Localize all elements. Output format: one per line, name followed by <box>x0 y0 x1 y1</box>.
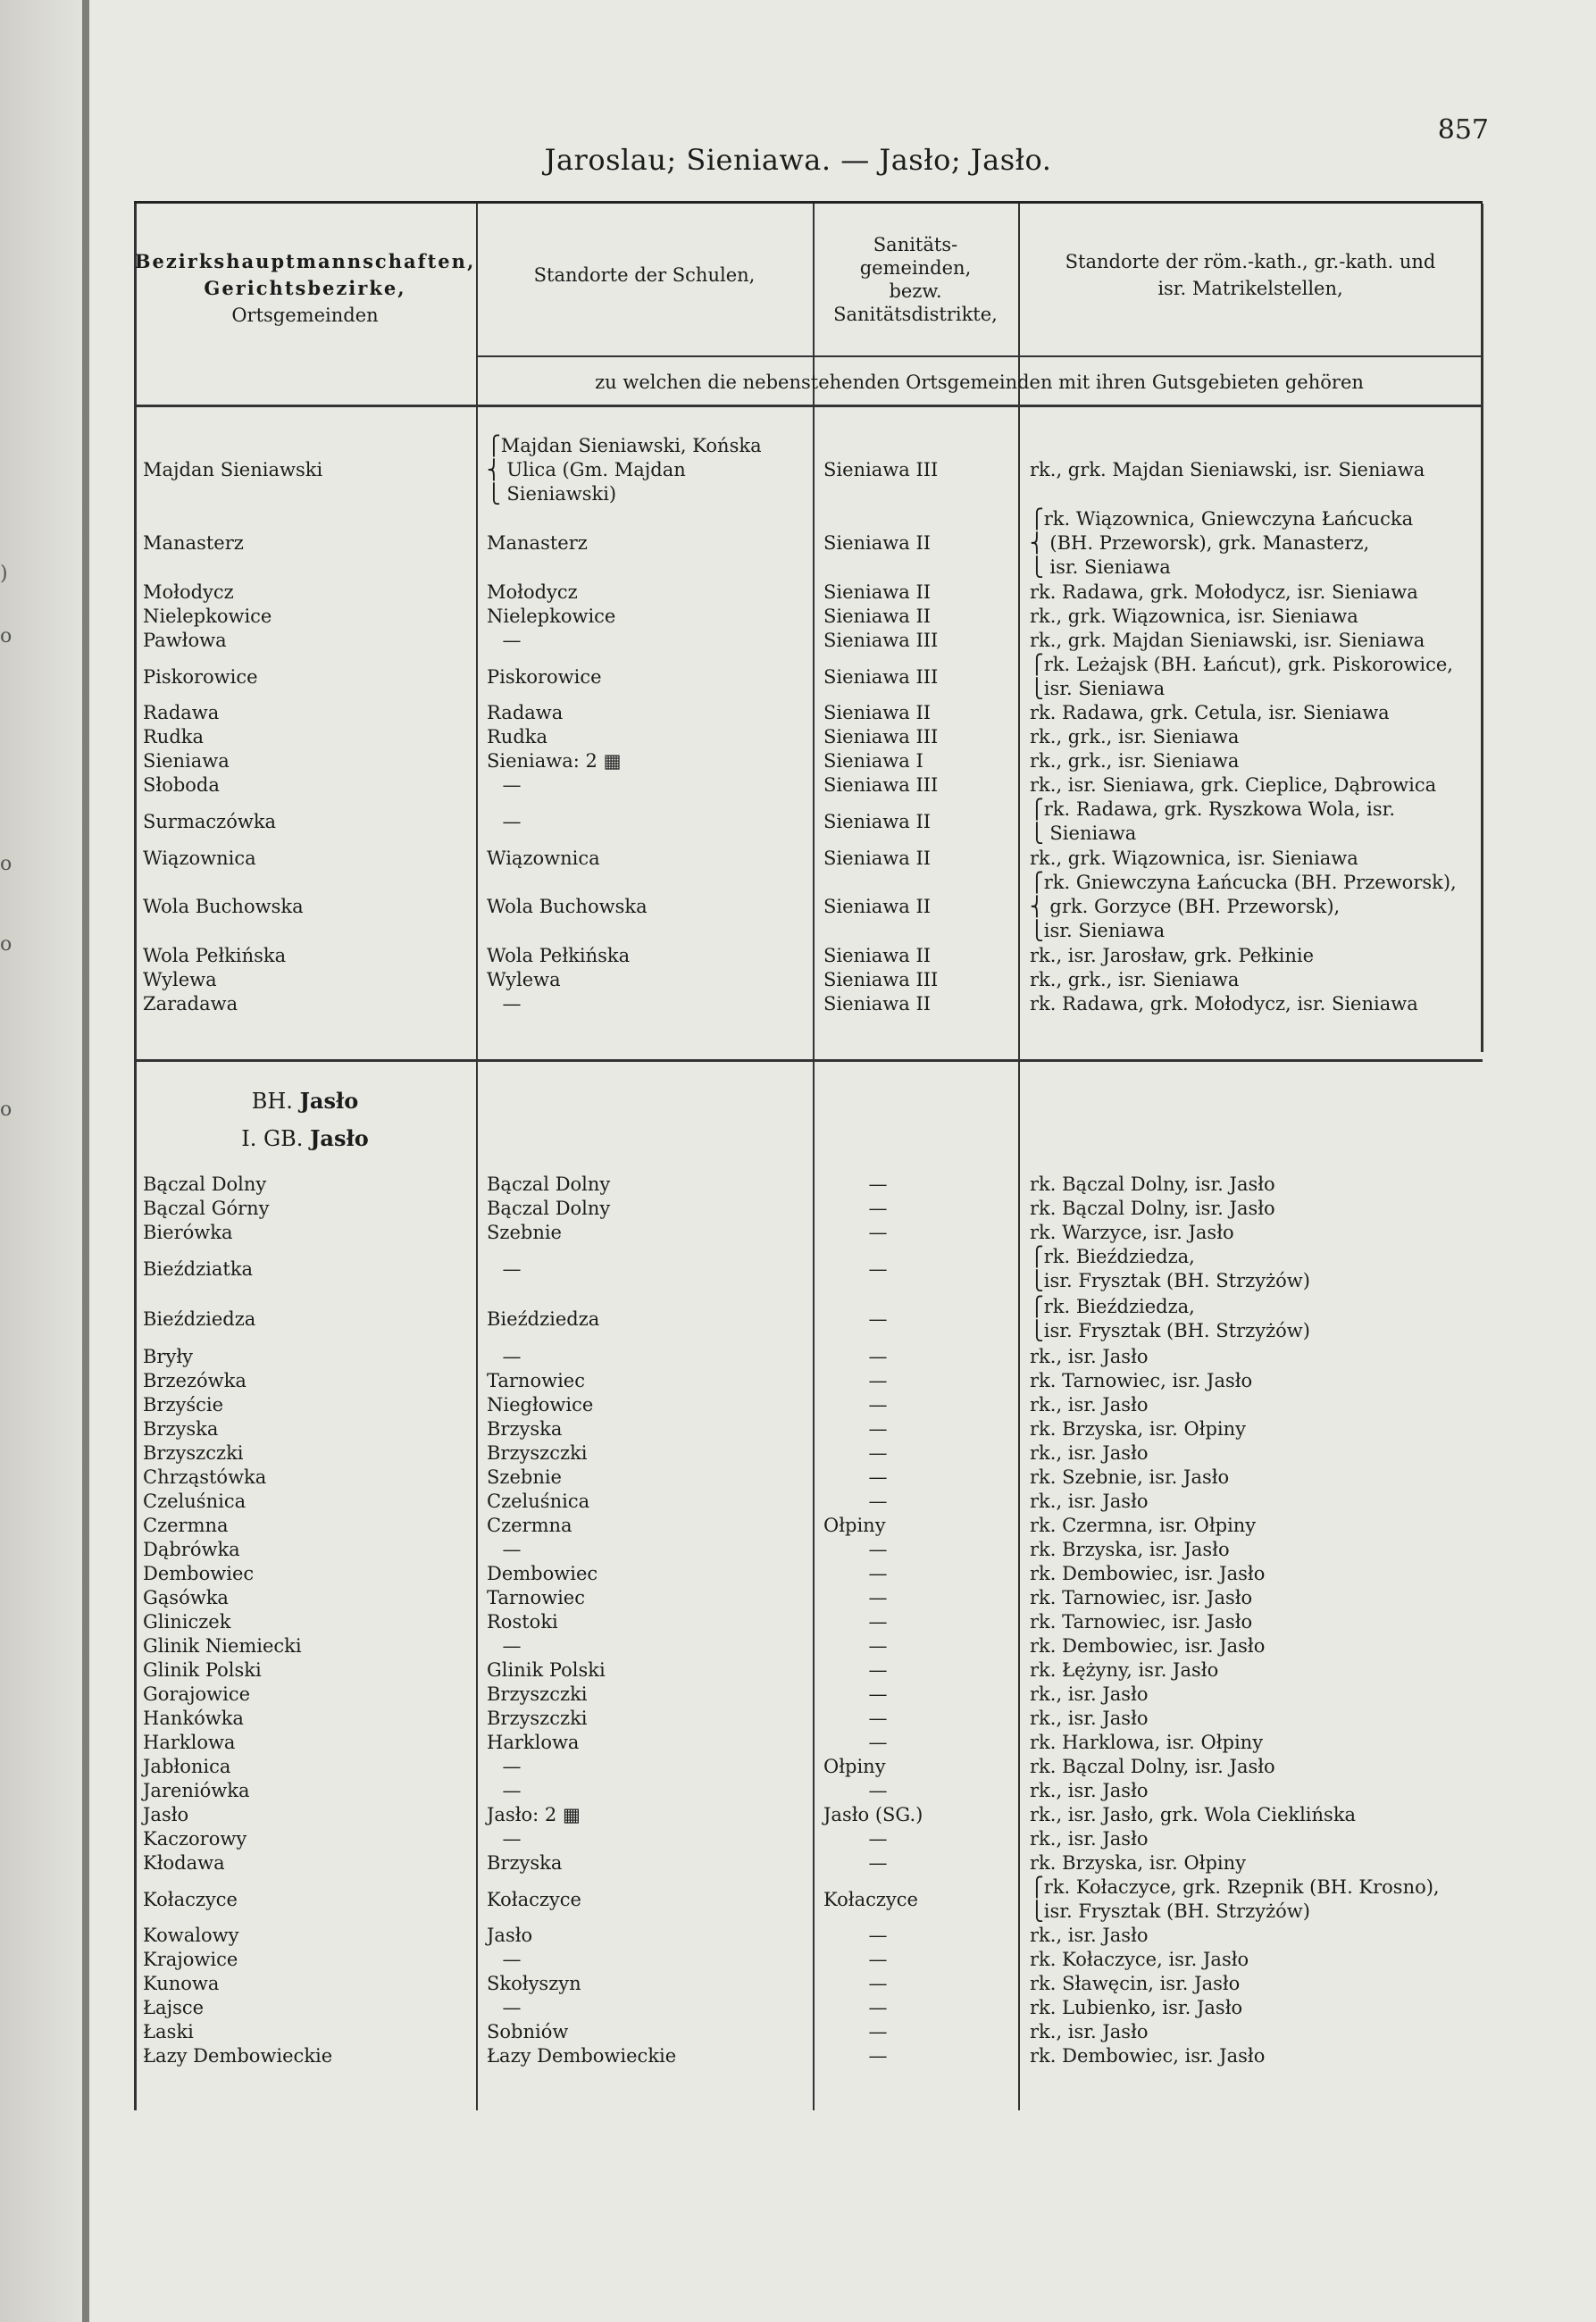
gemeinde-cell: Kowalowy <box>143 1925 239 1946</box>
matrikel-cell: rk., grk., isr. Sieniawa <box>1030 969 1240 990</box>
schule-cell: — <box>502 1258 522 1280</box>
gemeinde-cell: Wiązownica <box>143 848 256 869</box>
matrikel-cell: ⎧rk. Wiązownica, Gniewczyna Łańcucka ⎨ (BH. Przeworsk), grk. Manasterz, ⎩ isr. Sieniawa <box>1030 508 1414 578</box>
sanitaet-cell: — <box>868 1491 888 1512</box>
matrikel-cell: ⎧rk. Gniewczyna Łańcucka (BH. Przeworsk), ⎨ grk. Gorzyce (BH. Przeworsk), ⎩isr. Sieniawa <box>1030 872 1457 941</box>
schule-cell: Mołodycz <box>487 581 578 603</box>
gemeinde-cell: Jasło <box>143 1804 189 1825</box>
gemeinde-cell: Łaski <box>143 2021 194 2042</box>
sanitaet-cell: — <box>868 1611 888 1633</box>
schule-cell: — <box>502 1635 522 1657</box>
sanitaet-cell: — <box>868 1222 888 1243</box>
matrikel-cell: rk. Bączal Dolny, isr. Jasło <box>1030 1174 1275 1195</box>
matrikel-cell: rk., isr. Jasło <box>1030 1394 1149 1416</box>
matrikel-cell: rk., grk., isr. Sieniawa <box>1030 726 1240 748</box>
column-header-matrikel <box>1018 221 1483 329</box>
matrikel-cell: rk., isr. Jasło <box>1030 2021 1149 2042</box>
table-rule <box>813 204 815 2110</box>
gemeinde-cell: Nielepkowice <box>143 606 272 627</box>
gemeinde-cell: Gąsówka <box>143 1587 229 1608</box>
schule-cell: ⎧Majdan Sieniawski, Końska ⎨ Ulica (Gm. Majdan ⎩ Sieniawski) <box>487 435 762 505</box>
gb-name: Jasło <box>310 1125 369 1151</box>
header-line: Sanitäts- <box>873 234 958 255</box>
schule-cell: — <box>502 1346 522 1367</box>
sanitaet-cell: — <box>868 1258 888 1280</box>
schule-cell: Nielepkowice <box>487 606 616 627</box>
gemeinde-cell: Bieździatka <box>143 1258 254 1280</box>
header-line: gemeinden, <box>859 257 972 279</box>
schule-cell: Bączal Dolny <box>487 1198 611 1219</box>
schule-cell: Szebnie <box>487 1466 562 1488</box>
sanitaet-cell: — <box>868 2021 888 2042</box>
table-rule <box>134 204 137 2110</box>
schule-cell: Radawa <box>487 702 564 723</box>
column-header-sanitaet <box>813 213 1018 347</box>
gb-heading <box>134 1121 476 1157</box>
gemeinde-cell: Kołaczyce <box>143 1889 238 1910</box>
margin-mark: ) <box>0 563 8 585</box>
gemeinde-cell: Łajsce <box>143 1997 205 2018</box>
sanitaet-cell: — <box>868 1394 888 1416</box>
sanitaet-cell: Sieniawa II <box>823 811 932 832</box>
bh-prefix: BH. <box>251 1089 293 1114</box>
schule-cell: — <box>502 1780 522 1801</box>
matrikel-cell: rk. Dembowiec, isr. Jasło <box>1030 1563 1266 1584</box>
sanitaet-cell: Sieniawa III <box>823 630 939 651</box>
sanitaet-cell: — <box>868 1997 888 2018</box>
matrikel-cell: rk., isr. Jasło <box>1030 1828 1149 1850</box>
sanitaet-cell: — <box>868 1973 888 1994</box>
column-header-schulen <box>476 221 813 329</box>
sanitaet-cell: Sieniawa II <box>823 896 932 917</box>
table-rule <box>134 405 1483 407</box>
sanitaet-cell: — <box>868 1732 888 1753</box>
gemeinde-cell: Jareniówka <box>143 1780 250 1801</box>
left-margin-previous-page <box>0 0 89 2322</box>
sanitaet-cell: Sieniawa II <box>823 993 932 1015</box>
matrikel-cell: rk., grk. Wiązownica, isr. Sieniawa <box>1030 848 1358 869</box>
gemeinde-cell: Brzyście <box>143 1394 224 1416</box>
sanitaet-cell: Sieniawa II <box>823 702 932 723</box>
gemeinde-cell: Majdan Sieniawski <box>143 459 323 480</box>
gemeinde-cell: Bieździedza <box>143 1308 256 1330</box>
matrikel-cell: rk. Brzyska, isr. Ołpiny <box>1030 1852 1247 1874</box>
table-rule <box>476 355 1483 357</box>
schule-cell: Rostoki <box>487 1611 558 1633</box>
schule-cell: Rudka <box>487 726 548 748</box>
schule-cell: Jasło: 2 ▦ <box>487 1804 581 1825</box>
margin-mark: o <box>0 933 13 956</box>
gemeinde-cell: Chrząstówka <box>143 1466 267 1488</box>
gemeinde-cell: Dąbrówka <box>143 1539 240 1560</box>
sanitaet-cell: — <box>868 1418 888 1440</box>
schule-cell: Niegłowice <box>487 1394 594 1416</box>
gemeinde-cell: Gliniczek <box>143 1611 231 1633</box>
sanitaet-cell: Sieniawa III <box>823 726 939 748</box>
matrikel-cell: ⎧rk. Bieździedza, ⎩isr. Frysztak (BH. Strzyżów) <box>1030 1296 1310 1341</box>
sanitaet-cell: — <box>868 1949 888 1970</box>
gemeinde-cell: Hankówka <box>143 1708 244 1729</box>
sanitaet-cell: — <box>868 1198 888 1219</box>
schule-cell: Harklowa <box>487 1732 580 1753</box>
matrikel-cell: rk., isr. Jasło <box>1030 1491 1149 1512</box>
schule-cell: Czermna <box>487 1515 572 1536</box>
gemeinde-cell: Bączal Dolny <box>143 1174 267 1195</box>
header-line: isr. Matrikelstellen, <box>1157 278 1343 299</box>
matrikel-cell: rk., isr. Jasło <box>1030 1780 1149 1801</box>
sanitaet-cell: — <box>868 1659 888 1681</box>
schule-cell: Tarnowiec <box>487 1587 585 1608</box>
sanitaet-cell: Sieniawa II <box>823 945 932 966</box>
header-line: bezw. <box>889 280 942 302</box>
gemeinde-cell: Harklowa <box>143 1732 236 1753</box>
sanitaet-cell: — <box>868 1587 888 1608</box>
gemeinde-cell: Wola Buchowska <box>143 896 304 917</box>
schule-cell: Bączal Dolny <box>487 1174 611 1195</box>
matrikel-cell: rk., grk. Majdan Sieniawski, isr. Sieniawa <box>1030 630 1425 651</box>
matrikel-cell: rk. Łężyny, isr. Jasło <box>1030 1659 1219 1681</box>
schule-cell: Kołaczyce <box>487 1889 581 1910</box>
sanitaet-cell: — <box>868 1925 888 1946</box>
schule-cell: Piskorowice <box>487 666 602 688</box>
schule-cell: Łazy Dembowieckie <box>487 2045 677 2067</box>
gemeinde-cell: Gorajowice <box>143 1683 251 1705</box>
table-rule <box>134 1059 1483 1062</box>
header-line: Ortsgemeinden <box>231 305 379 326</box>
schule-cell: — <box>502 1997 522 2018</box>
schule-cell: — <box>502 1539 522 1560</box>
gemeinde-cell: Pawłowa <box>143 630 227 651</box>
schule-cell: Wola Pełkińska <box>487 945 631 966</box>
schule-cell: — <box>502 993 522 1015</box>
sanitaet-cell: Sieniawa II <box>823 581 932 603</box>
schule-cell: Skołyszyn <box>487 1973 581 1994</box>
schule-cell: — <box>502 1828 522 1850</box>
sanitaet-cell: — <box>868 1370 888 1391</box>
matrikel-cell: rk. Brzyska, isr. Jasło <box>1030 1539 1230 1560</box>
sanitaet-cell: — <box>868 1442 888 1464</box>
sanitaet-cell: Ołpiny <box>823 1756 886 1777</box>
header-line: Standorte der röm.-kath., gr.-kath. und <box>1065 251 1436 272</box>
gemeinde-cell: Bączal Górny <box>143 1198 270 1219</box>
sanitaet-cell: Jasło (SG.) <box>823 1804 923 1825</box>
schule-cell: — <box>502 1949 522 1970</box>
gemeinde-cell: Wylewa <box>143 969 217 990</box>
header-line: Gerichtsbezirke, <box>204 277 406 299</box>
schule-cell: Brzyska <box>487 1852 563 1874</box>
gb-prefix: I. GB. <box>241 1126 304 1151</box>
matrikel-cell: ⎧rk. Bieździedza, ⎩isr. Frysztak (BH. Strzyżów) <box>1030 1246 1310 1291</box>
sanitaet-cell: — <box>868 1539 888 1560</box>
sanitaet-cell: — <box>868 1780 888 1801</box>
table-rule <box>1481 204 1483 1052</box>
matrikel-cell: rk. Harklowa, isr. Ołpiny <box>1030 1732 1264 1753</box>
matrikel-cell: rk. Czermna, isr. Ołpiny <box>1030 1515 1257 1536</box>
sanitaet-cell: Sieniawa I <box>823 750 923 772</box>
page-number: 857 <box>1437 114 1489 146</box>
header-line: Sanitätsdistrikte, <box>833 304 998 325</box>
matrikel-cell: rk. Bączal Dolny, isr. Jasło <box>1030 1756 1275 1777</box>
matrikel-cell: rk. Lubienko, isr. Jasło <box>1030 1997 1243 2018</box>
schule-cell: Brzyska <box>487 1418 563 1440</box>
sanitaet-cell: — <box>868 1174 888 1195</box>
gemeinde-cell: Jabłonica <box>143 1756 231 1777</box>
schule-cell: Bieździedza <box>487 1308 600 1330</box>
register-table <box>134 201 1483 2110</box>
gemeinde-cell: Piskorowice <box>143 666 258 688</box>
gemeinde-cell: Brzyszczki <box>143 1442 244 1464</box>
matrikel-cell: rk., isr. Jasło <box>1030 1346 1149 1367</box>
header-line: Standorte der Schulen, <box>533 264 756 286</box>
sanitaet-cell: — <box>868 1828 888 1850</box>
schule-cell: Sieniawa: 2 ▦ <box>487 750 622 772</box>
gemeinde-cell: Czermna <box>143 1515 229 1536</box>
gemeinde-cell: Brzezówka <box>143 1370 247 1391</box>
sanitaet-cell: — <box>868 2045 888 2067</box>
schule-cell: — <box>502 1756 522 1777</box>
matrikel-cell: rk., grk. Majdan Sieniawski, isr. Sieniawa <box>1030 459 1425 480</box>
gemeinde-cell: Mołodycz <box>143 581 234 603</box>
margin-mark: o <box>0 853 13 875</box>
column-subheader: zu welchen die nebenstehenden Ortsgemeinden mit ihren Gutsgebieten gehören <box>595 372 1364 393</box>
schule-cell: — <box>502 774 522 796</box>
matrikel-cell: rk. Szebnie, isr. Jasło <box>1030 1466 1230 1488</box>
gemeinde-cell: Rudka <box>143 726 205 748</box>
schule-cell: Brzyszczki <box>487 1708 588 1729</box>
matrikel-cell: rk., grk., isr. Sieniawa <box>1030 750 1240 772</box>
schule-cell: Brzyszczki <box>487 1683 588 1705</box>
matrikel-cell: rk. Tarnowiec, isr. Jasło <box>1030 1611 1253 1633</box>
matrikel-cell: rk., isr. Jarosław, grk. Pełkinie <box>1030 945 1315 966</box>
schule-cell: — <box>502 630 522 651</box>
sanitaet-cell: Kołaczyce <box>823 1889 918 1910</box>
gemeinde-cell: Kłodawa <box>143 1852 225 1874</box>
schule-cell: Tarnowiec <box>487 1370 585 1391</box>
schule-cell: Glinik Polski <box>487 1659 606 1681</box>
sanitaet-cell: — <box>868 1346 888 1367</box>
sanitaet-cell: — <box>868 1308 888 1330</box>
schule-cell: Wiązownica <box>487 848 600 869</box>
schule-cell: Sobniów <box>487 2021 569 2042</box>
column-header-gemeinden <box>134 221 476 355</box>
matrikel-cell: ⎧rk. Kołaczyce, grk. Rzepnik (BH. Krosno), ⎩isr. Frysztak (BH. Strzyżów) <box>1030 1876 1440 1922</box>
schule-cell: Brzyszczki <box>487 1442 588 1464</box>
sanitaet-cell: Sieniawa II <box>823 532 932 554</box>
gemeinde-cell: Bryły <box>143 1346 194 1367</box>
gemeinde-cell: Manasterz <box>143 532 244 554</box>
gemeinde-cell: Słoboda <box>143 774 220 796</box>
sanitaet-cell: Sieniawa II <box>823 848 932 869</box>
matrikel-cell: rk. Radawa, grk. Mołodycz, isr. Sieniawa <box>1030 581 1418 603</box>
matrikel-cell: rk., isr. Jasło <box>1030 1683 1149 1705</box>
gemeinde-cell: Brzyska <box>143 1418 219 1440</box>
gemeinde-cell: Kunowa <box>143 1973 220 1994</box>
matrikel-cell: rk., isr. Jasło, grk. Wola Cieklińska <box>1030 1804 1357 1825</box>
matrikel-cell: rk. Bączal Dolny, isr. Jasło <box>1030 1198 1275 1219</box>
gemeinde-cell: Łazy Dembowieckie <box>143 2045 333 2067</box>
schule-cell: Manasterz <box>487 532 588 554</box>
sanitaet-cell: Sieniawa III <box>823 969 939 990</box>
sanitaet-cell: — <box>868 1635 888 1657</box>
sanitaet-cell: — <box>868 1852 888 1874</box>
matrikel-cell: rk. Tarnowiec, isr. Jasło <box>1030 1370 1253 1391</box>
gemeinde-cell: Krajowice <box>143 1949 238 1970</box>
schule-cell: Jasło <box>487 1925 533 1946</box>
margin-mark: o <box>0 1098 13 1121</box>
matrikel-cell: rk., grk. Wiązownica, isr. Sieniawa <box>1030 606 1358 627</box>
gemeinde-cell: Kaczorowy <box>143 1828 247 1850</box>
gemeinde-cell: Sieniawa <box>143 750 230 772</box>
sanitaet-cell: Sieniawa II <box>823 606 932 627</box>
sanitaet-cell: — <box>868 1466 888 1488</box>
gemeinde-cell: Radawa <box>143 702 220 723</box>
table-rule <box>1018 204 1020 2110</box>
margin-mark: o <box>0 625 13 647</box>
sanitaet-cell: — <box>868 1708 888 1729</box>
gemeinde-cell: Surmaczówka <box>143 811 277 832</box>
matrikel-cell: rk. Dembowiec, isr. Jasło <box>1030 2045 1266 2067</box>
matrikel-cell: rk. Tarnowiec, isr. Jasło <box>1030 1587 1253 1608</box>
sanitaet-cell: Sieniawa III <box>823 774 939 796</box>
matrikel-cell: rk. Warzyce, isr. Jasło <box>1030 1222 1234 1243</box>
matrikel-cell: rk., isr. Jasło <box>1030 1442 1149 1464</box>
sanitaet-cell: — <box>868 1563 888 1584</box>
header-line: Bezirkshauptmannschaften, <box>134 250 476 272</box>
matrikel-cell: rk. Dembowiec, isr. Jasło <box>1030 1635 1266 1657</box>
matrikel-cell: rk. Sławęcin, isr. Jasło <box>1030 1973 1241 1994</box>
bh-name: Jasło <box>299 1088 359 1114</box>
schule-cell: Czeluśnica <box>487 1491 590 1512</box>
gemeinde-cell: Glinik Niemiecki <box>143 1635 302 1657</box>
gemeinde-cell: Zaradawa <box>143 993 238 1015</box>
matrikel-cell: rk. Kołaczyce, isr. Jasło <box>1030 1949 1249 1970</box>
sanitaet-cell: Sieniawa III <box>823 666 939 688</box>
bh-heading <box>134 1083 476 1119</box>
matrikel-cell: ⎧rk. Leżajsk (BH. Łańcut), grk. Piskorowice, ⎩isr. Sieniawa <box>1030 654 1453 699</box>
table-rule <box>476 204 478 2110</box>
sanitaet-cell: Sieniawa III <box>823 459 939 480</box>
matrikel-cell: rk., isr. Jasło <box>1030 1708 1149 1729</box>
sanitaet-cell: — <box>868 1683 888 1705</box>
gemeinde-cell: Czeluśnica <box>143 1491 247 1512</box>
gemeinde-cell: Dembowiec <box>143 1563 255 1584</box>
schule-cell: — <box>502 811 522 832</box>
sanitaet-cell: Ołpiny <box>823 1515 886 1536</box>
schule-cell: Szebnie <box>487 1222 562 1243</box>
matrikel-cell: ⎧rk. Radawa, grk. Ryszkowa Wola, isr. ⎩ Sieniawa <box>1030 798 1396 844</box>
matrikel-cell: rk. Radawa, grk. Cetula, isr. Sieniawa <box>1030 702 1390 723</box>
matrikel-cell: rk. Brzyska, isr. Ołpiny <box>1030 1418 1247 1440</box>
schule-cell: Wylewa <box>487 969 561 990</box>
matrikel-cell: rk. Radawa, grk. Mołodycz, isr. Sieniawa <box>1030 993 1418 1015</box>
gemeinde-cell: Wola Pełkińska <box>143 945 287 966</box>
matrikel-cell: rk., isr. Sieniawa, grk. Cieplice, Dąbrowica <box>1030 774 1437 796</box>
schule-cell: Dembowiec <box>487 1563 598 1584</box>
gemeinde-cell: Bierówka <box>143 1222 233 1243</box>
running-head: Jaroslau; Sieniawa. — Jasło; Jasło. <box>544 143 1052 177</box>
gemeinde-cell: Glinik Polski <box>143 1659 262 1681</box>
schule-cell: Wola Buchowska <box>487 896 648 917</box>
matrikel-cell: rk., isr. Jasło <box>1030 1925 1149 1946</box>
